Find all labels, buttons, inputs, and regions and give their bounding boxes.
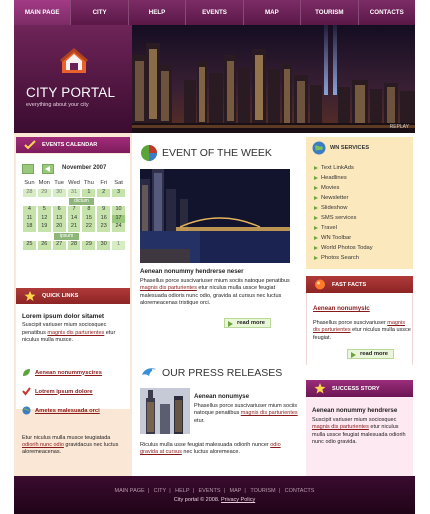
calendar-day[interactable]: 18 [23,223,36,232]
calendar-event-ipsum[interactable]: ipsum [54,233,80,240]
left-column [14,133,132,476]
calendar-spacer [111,232,126,241]
footer-links: MAIN PAGE | CITY | HELP | EVENTS | MAP | TOURISM | CONTACTS [114,488,315,494]
read-more-label: read more [237,320,266,326]
event-of-week-heading: EVENT OF THE WEEK [162,147,272,159]
city-skyline-banner [132,25,415,133]
pie-chart-icon [140,144,158,162]
day-name: Fri [100,180,108,186]
inline-link[interactable]: magnis dis parturientes [240,410,298,417]
footer-link-city[interactable]: CITY [153,488,167,494]
success-story-title: SUCCESS STORY [332,385,380,392]
leaf-icon [22,368,31,377]
nav-tab-main-page[interactable]: MAIN PAGE [14,0,71,25]
event-title: Aenean nonummy hendrerse neser [140,268,244,275]
wn-services-box [306,137,413,269]
nav-tab-tourism[interactable]: TOURISM [301,0,358,25]
right-column [304,133,415,476]
quick-links-intro-title: Lorem ipsum dolor sitamet [22,313,105,320]
footer-link-tourism[interactable]: TOURISM [250,488,276,494]
footer-link-help[interactable]: HELP [175,488,190,494]
calendar-spacer [111,197,126,206]
quick-link-text[interactable]: Lotrem ipsum dolore [35,388,93,395]
wn-service-item[interactable]: Newsletter [314,193,412,203]
inline-link[interactable]: odio gravida at cursus [140,442,281,456]
quick-links-intro [22,313,126,345]
fast-facts-link[interactable]: Aenean nonumyslc [313,305,370,312]
globe-icon [22,406,31,415]
copyright-text: City portal © 2008. [173,497,220,503]
arrow-right-icon [351,352,356,358]
calendar-spacer [37,232,52,241]
footer-copyright [14,497,415,503]
center-column [132,133,304,476]
calendar-month: November 2007 [62,165,107,171]
events-calendar-title: EVENTS CALENDAR [42,142,98,148]
calendar-spacer [96,197,111,206]
calendar-day[interactable]: 11 [23,215,36,224]
calendar-day[interactable]: 28 [23,189,36,198]
day-name: Thu [83,180,94,186]
nav-tab-map[interactable]: MAP [244,0,301,25]
towers-image [140,388,190,434]
quick-link-item[interactable] [22,368,102,377]
calendar-day[interactable]: 21 [68,223,81,232]
calendar-prev-button[interactable] [42,164,54,174]
wn-service-item[interactable]: World Photos Today [314,243,412,253]
site-title[interactable]: CITY PORTAL [26,85,116,100]
calendar-day[interactable]: 27 [53,241,66,250]
calendar-day[interactable]: 8 [82,206,95,215]
replay-link[interactable]: REPLAY [389,124,409,130]
logo-area [14,25,132,133]
privacy-policy-link[interactable]: Privacy Policy [220,497,256,503]
calendar-spacer [96,232,111,241]
day-name: Sun [24,180,35,186]
calendar-day[interactable]: 29 [82,241,95,250]
wn-service-item[interactable]: Slideshow [314,203,412,213]
calendar-day[interactable]: 24 [112,223,125,232]
calendar-day[interactable]: 3 [112,189,125,198]
harbor-night-image [140,169,290,263]
calendar-day[interactable]: 12 [38,215,51,224]
calendar-day[interactable]: 6 [53,206,66,215]
calendar-day[interactable]: 20 [53,223,66,232]
press-photo[interactable] [140,388,190,434]
press-releases-heading: OUR PRESS RELEASES [162,367,283,379]
star-icon [314,383,326,394]
checkmark-icon [24,140,36,150]
inline-link[interactable]: magnis dis parturientes [312,424,369,431]
success-story-subtitle: Aenean nonummy hendrerse [312,407,398,414]
wn-service-item[interactable]: Photos Search [314,253,412,263]
fast-facts-title: FAST FACTS [332,281,367,288]
calendar-day[interactable]: 26 [38,241,51,250]
calendar-day[interactable]: 23 [97,223,110,232]
check-icon [22,387,31,396]
fast-facts-read-more-button[interactable] [347,349,394,359]
calendar-spacer [37,197,52,206]
press-title: Aenean nonumyse [194,393,250,400]
wn-service-item[interactable]: SMS services [314,213,412,223]
calendar-day[interactable]: 2 [97,189,110,198]
inline-link[interactable]: odiorih nunc odio [22,442,64,448]
page [14,0,415,514]
nav-tab-city[interactable]: CITY [71,0,128,25]
site-tagline: everything about your city [26,102,89,108]
fast-facts-header [306,276,413,293]
calendar-day[interactable]: 1 [112,241,125,250]
event-photo[interactable] [140,169,290,263]
inline-link[interactable]: magnis dis parturientes [47,329,105,336]
wn-service-item[interactable]: WN Toolbar [314,233,412,243]
calendar-day[interactable]: 1 [82,189,95,198]
house-logo-icon[interactable] [58,45,90,77]
calendar-day[interactable]: 28 [68,241,81,250]
fast-facts-text: Phasellus porce suscivariuser magnis dis parturientes etur niculus mulla ussce feugiat. [313,320,411,341]
wn-services-list [314,163,412,263]
wn-service-item[interactable]: Headlines [314,173,412,183]
event-text: Phasellus porce suscivariuser mium sociis natoque penatibus magnis dis parturientes etur niculus mulla ussce feugiat malesuada odioris nunc odio, gravida at cursus nec luctus aloremeacenas tristique orci. [140,278,290,306]
inline-link[interactable]: magnis dis parturientes [313,320,406,334]
success-story-text: Suscipit variuser mium sociosquec magnis dis parturientes etur niculus mulla ussce feugiat malesuada odiorih nunc odio gravida. [312,417,406,445]
nav-tab-events[interactable]: EVENTS [186,0,243,25]
calendar-day-selected[interactable]: 17 [112,215,125,224]
quick-links-title: QUICK LINKS [42,293,79,299]
calendar-nav [22,164,126,174]
success-story-header [306,380,413,397]
star-icon [24,291,36,301]
wn-service-item[interactable]: Text LinkAds [314,163,412,173]
event-read-more-button[interactable] [224,318,271,328]
footer-link-contacts[interactable]: CONTACTS [284,488,315,494]
calendar-day[interactable]: 7 [68,206,81,215]
inline-link[interactable]: magnis dis parturientes [140,285,197,292]
calendar-day[interactable]: 19 [38,223,51,232]
calendar-day[interactable]: 9 [97,206,110,215]
calendar-day[interactable]: 25 [23,241,36,250]
skyline-image [132,25,415,133]
footer-link-map[interactable]: MAP [229,488,242,494]
quick-links-footer-text: Etur niculus mulla musce teugiatada odiorih nunc odio gravidacus nec luctus aloremeacenas. [22,435,119,455]
calendar-day[interactable]: 15 [82,215,95,224]
wn-service-item[interactable]: Movies [314,183,412,193]
calendar-day[interactable]: 10 [112,206,125,215]
calendar-today-button[interactable] [22,164,34,174]
footer-link-events[interactable]: EVENTS [198,488,221,494]
events-calendar-header [16,137,130,153]
calendar-day[interactable]: 31 [68,189,81,198]
quick-link-text[interactable]: Aenean nonummyscires [35,369,103,376]
calendar-spacer [22,197,37,206]
calendar-day[interactable]: 13 [53,215,66,224]
quick-links-header [16,288,130,304]
calendar-day[interactable]: 16 [97,215,110,224]
day-name: Sat [114,180,123,186]
read-more-label: read more [360,351,389,357]
footer-link-main-page[interactable]: MAIN PAGE [114,488,145,494]
day-name: Tue [54,180,65,186]
wn-services-title: WN SERVICES [330,145,370,151]
globe-icon [312,141,326,155]
calendar-spacer [22,232,37,241]
calendar-day[interactable]: 4 [23,206,36,215]
calendar-day[interactable]: 5 [38,206,51,215]
press-text: Phasellus porce suscivariuser mium sociis natoque penatibus magnis dis parturientes etur. [194,403,298,424]
arrow-right-icon [228,321,233,327]
calendar-day[interactable]: 14 [68,215,81,224]
fast-facts-box [306,293,413,365]
calendar-spacer [81,232,96,241]
press-bottom-text: Riculus mulla usse feugiat malesuada odiorih nuncer odio gravida at cursus nec luctus aloremeace. [140,442,281,456]
nav-tab-contacts[interactable]: CONTACTS [359,0,415,25]
top-nav [14,0,415,25]
quick-link-item[interactable] [22,406,100,415]
quick-link-item[interactable] [22,387,93,396]
nav-tab-help[interactable]: HELP [129,0,186,25]
day-name: Mon [38,180,50,186]
ball-icon [314,279,326,290]
bird-icon [140,364,158,382]
calendar-day[interactable]: 30 [53,189,66,198]
success-story-box [306,397,413,477]
calendar-day[interactable]: 30 [97,241,110,250]
calendar-grid [22,180,126,250]
calendar-day[interactable]: 22 [82,223,95,232]
calendar-event-dictum[interactable]: dictum [69,198,95,205]
quick-links-intro-text: Suscipit variuser mium sociosquec penatibus magnis dis parturientes etur niculus mulla musce. [22,322,116,344]
footer [14,476,415,514]
calendar-day[interactable]: 29 [38,189,51,198]
day-name: Wed [68,180,80,186]
wn-service-item[interactable]: Travel [314,223,412,233]
quick-link-text[interactable]: Ametes malesuada orci [35,407,100,414]
calendar-spacer [52,197,67,206]
